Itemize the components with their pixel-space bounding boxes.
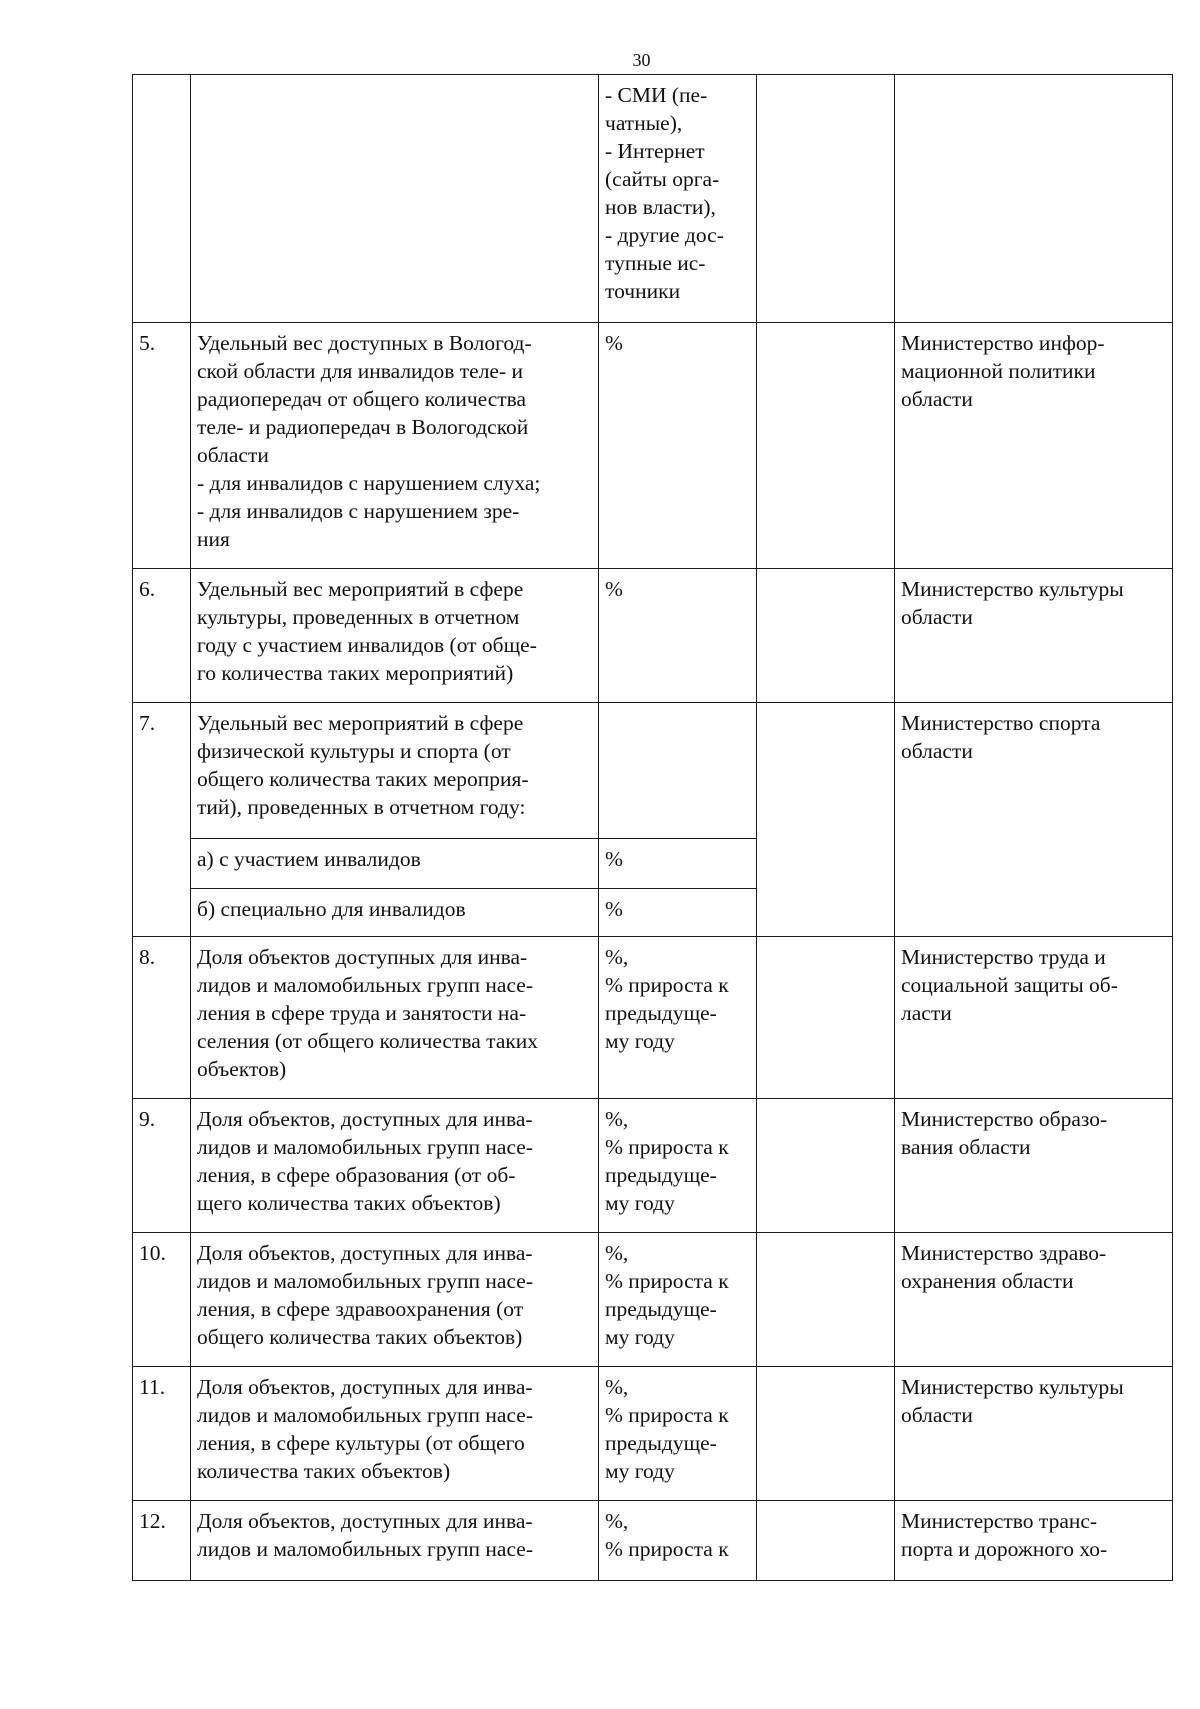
value-cell — [757, 75, 895, 323]
table-row — [133, 1233, 1173, 1367]
indicator-name-cell: Удельный вес мероприятий в сфере физической культуры и спорта (от общего количества таких мероприя- тий), проведенных в отчетном году: — [191, 703, 599, 839]
unit-cell: % — [599, 839, 757, 889]
value-cell — [757, 1233, 895, 1367]
row-number-cell: 6. — [133, 569, 191, 703]
indicator-name-cell: Удельный вес мероприятий в сфере культуры, проведенных в отчетном году с участием инвалидов (от обще- го количества таких мероприятий) — [191, 569, 599, 703]
row-number-cell: 9. — [133, 1099, 191, 1233]
indicator-name-cell: Доля объектов, доступных для инва- лидов и маломобильных групп насе- ления, в сфере здравоохранения (от общего количества таких объектов) — [191, 1233, 599, 1367]
ministry-cell — [895, 75, 1173, 323]
unit-cell — [599, 703, 757, 839]
value-cell — [757, 1367, 895, 1501]
indicator-name-cell: Доля объектов, доступных для инва- лидов и маломобильных групп насе- ления, в сфере культуры (от общего количества таких объектов) — [191, 1367, 599, 1501]
ministry-cell: Министерство образо- вания области — [895, 1099, 1173, 1233]
table-row — [133, 1501, 1173, 1581]
page-number: 30 — [632, 50, 651, 70]
table-row — [133, 1099, 1173, 1233]
ministry-cell: Министерство инфор- мационной политики области — [895, 323, 1173, 569]
ministry-cell: Министерство культуры области — [895, 1367, 1173, 1501]
table-row — [133, 569, 1173, 703]
indicators-table — [132, 74, 1173, 1581]
row-number-cell: 10. — [133, 1233, 191, 1367]
indicator-name-cell — [191, 75, 599, 323]
indicator-name-cell: Доля объектов доступных для инва- лидов и маломобильных групп насе- ления в сфере труда и занятости на- селения (от общего количества таких объектов) — [191, 937, 599, 1099]
ministry-cell: Министерство культуры области — [895, 569, 1173, 703]
row-number-cell — [133, 75, 191, 323]
value-cell — [757, 1501, 895, 1581]
table-row — [133, 75, 1173, 323]
unit-cell: %, % прироста к предыдуще- му году — [599, 1099, 757, 1233]
unit-cell: %, % прироста к предыдуще- му году — [599, 1233, 757, 1367]
value-cell — [757, 1099, 895, 1233]
unit-cell: %, % прироста к предыдуще- му году — [599, 1367, 757, 1501]
value-cell — [757, 569, 895, 703]
table-row — [133, 1367, 1173, 1501]
indicator-name-cell: Доля объектов, доступных для инва- лидов и маломобильных групп насе- — [191, 1501, 599, 1581]
table-row — [133, 937, 1173, 1099]
ministry-cell: Министерство спорта области — [895, 703, 1173, 937]
indicator-name-cell: Доля объектов, доступных для инва- лидов и маломобильных групп насе- ления, в сфере образования (от об- щего количества таких объектов) — [191, 1099, 599, 1233]
table-row — [133, 703, 1173, 839]
indicator-subname-cell: б) специально для инвалидов — [191, 889, 599, 937]
unit-cell: %, % прироста к — [599, 1501, 757, 1581]
unit-cell: %, % прироста к предыдуще- му году — [599, 937, 757, 1099]
indicator-subname-cell: а) с участием инвалидов — [191, 839, 599, 889]
ministry-cell: Министерство транс- порта и дорожного хо- — [895, 1501, 1173, 1581]
row-number-cell: 5. — [133, 323, 191, 569]
value-cell — [757, 323, 895, 569]
ministry-cell: Министерство здраво- охранения области — [895, 1233, 1173, 1367]
value-cell — [757, 937, 895, 1099]
unit-cell: % — [599, 323, 757, 569]
row-number-cell: 12. — [133, 1501, 191, 1581]
row-number-cell: 8. — [133, 937, 191, 1099]
unit-cell: - СМИ (пе- чатные), - Интернет (сайты орга- нов власти), - другие дос- тупные ис- точники — [599, 75, 757, 323]
row-number-cell: 7. — [133, 703, 191, 937]
unit-cell: % — [599, 569, 757, 703]
ministry-cell: Министерство труда и социальной защиты об- ласти — [895, 937, 1173, 1099]
row-number-cell: 11. — [133, 1367, 191, 1501]
indicator-name-cell: Удельный вес доступных в Вологод- ской области для инвалидов теле- и радиопередач от общего количества теле- и радиопередач в Вологодской области - для инвалидов с нарушением слуха; - для инвалидов с нарушением зре- ния — [191, 323, 599, 569]
unit-cell: % — [599, 889, 757, 937]
table-row — [133, 323, 1173, 569]
value-cell — [757, 703, 895, 937]
